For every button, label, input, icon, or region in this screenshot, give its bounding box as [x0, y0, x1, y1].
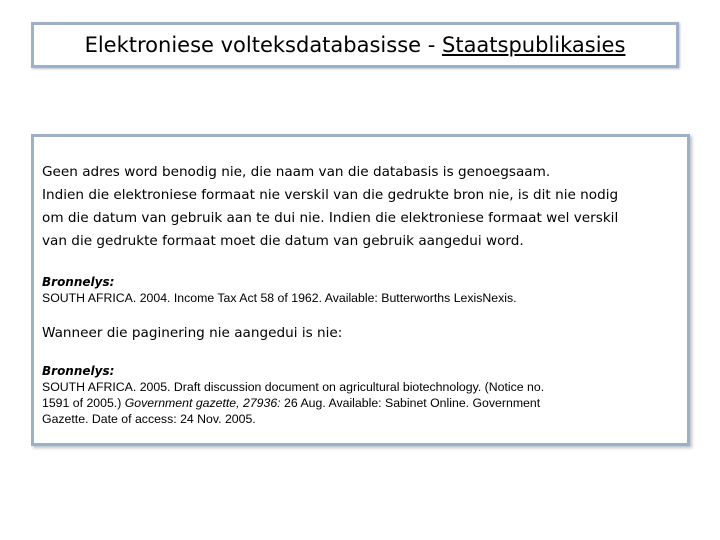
intro-line: van die gedrukte formaat moet die datum van gebruik aangedui word. [42, 233, 524, 249]
intro-line: Geen adres word benodig nie, die naam van die databasis is genoegsaam. [42, 164, 551, 180]
title-link[interactable]: Staatspublikasies [442, 33, 626, 57]
reference-line: Gazette. Date of access: 24 Nov. 2005. [42, 412, 256, 426]
reference-line: SOUTH AFRICA. 2005. Draft discussion document on agricultural biotechnology. (Notice no. [42, 380, 545, 394]
reference-text: 26 Aug. Available: Sabinet Online. Government [280, 396, 541, 410]
reference-line: SOUTH AFRICA. 2004. Income Tax Act 58 of 1962. Available: Butterworths LexisNexis. [42, 291, 517, 305]
intro-line: om die datum van gebruik aan te dui nie. Indien die elektroniese formaat wel verskil [42, 210, 619, 226]
reference-text: 1591 of 2005.) [42, 396, 125, 410]
source-list-label: Bronnelys: [42, 275, 115, 289]
reference-italic-text: Government gazette, 27936: [124, 396, 281, 410]
pagination-note-text: Wanneer die paginering nie aangedui is nie: [42, 325, 343, 341]
title-box [31, 22, 679, 68]
title-prefix: Elektroniese volteksdatabasisse - [84, 33, 442, 57]
source-list-label: Bronnelys: [42, 364, 115, 378]
pagination-note [42, 322, 679, 345]
intro-line: Indien die elektroniese formaat nie verskil van die gedrukte bron nie, is dit nie nodig [42, 187, 619, 203]
content-box [31, 134, 690, 446]
intro-paragraph [42, 161, 679, 253]
slide-title [85, 33, 626, 57]
reference-entry [42, 379, 679, 427]
reference-entry [42, 290, 679, 306]
reference-line [42, 395, 679, 411]
